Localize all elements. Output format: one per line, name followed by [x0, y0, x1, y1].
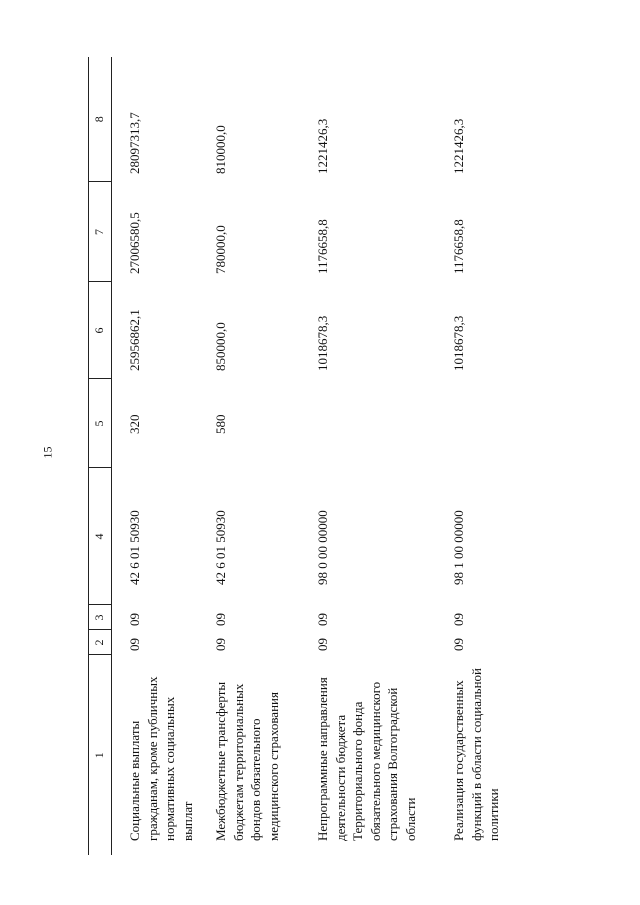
expense-type-cell: 580	[213, 414, 228, 434]
table-header-row	[89, 57, 112, 855]
target-article-cell: 98 1 00 00000	[451, 510, 466, 585]
section-cell: 09	[213, 638, 228, 651]
column-header: 1	[89, 655, 112, 855]
amount-cell: 28097313,7	[127, 112, 142, 174]
row-name-cell: Непрограммные направления деятельности бюджета Территориального фонда обязательного медицинского страхования Волгоградской области	[315, 677, 418, 841]
table-row	[198, 57, 300, 855]
subsection-cell: 09	[127, 613, 142, 626]
column-header: 4	[89, 468, 112, 605]
row-name-cell: Межбюджетные трансферты бюджетам территориальных фондов обязательного медицинского страхования	[213, 681, 281, 841]
subsection-cell: 09	[315, 613, 330, 626]
page-number: 15	[40, 446, 55, 459]
section-cell: 09	[451, 638, 466, 651]
target-article-cell: 42 6 01 50930	[127, 510, 142, 585]
section-cell: 09	[315, 638, 330, 651]
amount-cell: 27006580,5	[127, 212, 142, 274]
budget-table	[88, 57, 540, 855]
column-header: 8	[89, 57, 112, 182]
amount-cell: 1221426,3	[315, 118, 330, 174]
rotated-table-container	[88, 57, 553, 855]
row-name-cell: Реализация государственных функций в области социальной политики	[451, 668, 501, 841]
row-name-cell: Социальные выплаты гражданам, кроме публичных нормативных социальных выплат	[127, 676, 195, 841]
column-header: 6	[89, 282, 112, 379]
expense-type-cell	[436, 379, 540, 468]
target-article-cell: 98 0 00 00000	[315, 510, 330, 585]
expense-type-cell	[300, 379, 436, 468]
amount-cell: 1018678,3	[451, 315, 466, 371]
amount-cell: 25956862,1	[127, 309, 142, 371]
table-row	[436, 57, 540, 855]
amount-cell: 850000,0	[213, 322, 228, 371]
amount-cell: 810000,0	[213, 125, 228, 174]
column-header: 3	[89, 605, 112, 630]
subsection-cell: 09	[451, 613, 466, 626]
amount-cell: 1018678,3	[315, 315, 330, 371]
section-cell: 09	[127, 638, 142, 651]
target-article-cell: 42 6 01 50930	[213, 510, 228, 585]
amount-cell: 780000,0	[213, 225, 228, 274]
column-header: 7	[89, 182, 112, 282]
subsection-cell: 09	[213, 613, 228, 626]
amount-cell: 1221426,3	[451, 118, 466, 174]
column-header: 2	[89, 630, 112, 655]
expense-type-cell: 320	[127, 414, 142, 434]
table-row	[300, 57, 436, 855]
amount-cell: 1176658,8	[315, 219, 330, 274]
column-header: 5	[89, 379, 112, 468]
table-row	[112, 57, 199, 855]
amount-cell: 1176658,8	[451, 219, 466, 274]
